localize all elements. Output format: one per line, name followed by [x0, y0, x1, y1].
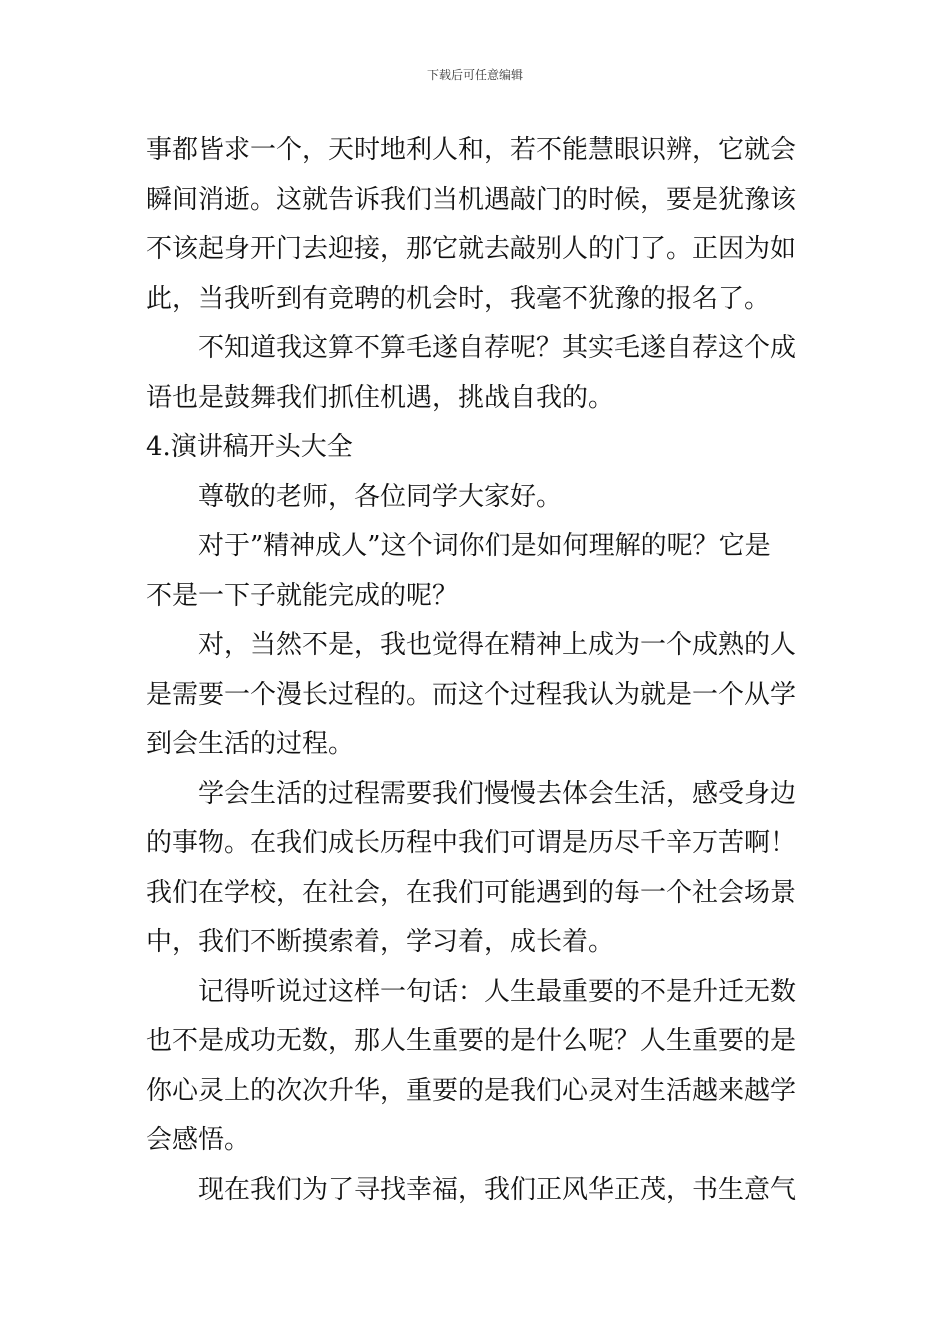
document-body — [146, 126, 810, 1215]
text-line: 我们在学校，在社会，在我们可能遇到的每一个社会场景 — [146, 877, 797, 908]
text-line: 中，我们不断摸索着，学习着，成长着。 — [146, 927, 615, 957]
text-line: 对于”精神成人”这个词你们是如何理解的呢？它是 — [198, 531, 771, 561]
text-line: 不知道我这算不算毛遂自荐呢？其实毛遂自荐这个成 — [198, 333, 797, 363]
text-line: 到会生活的过程。 — [146, 729, 355, 759]
text-line: 的事物。在我们成长历程中我们可谓是历尽千辛万苦啊！ — [146, 828, 797, 858]
text-line: 记得听说过这样一句话：人生最重要的不是升迁无数 — [198, 976, 797, 1007]
text-line: 此，当我听到有竞聘的机会时，我毫不犹豫的报名了。 — [146, 283, 771, 314]
text-line: 现在我们为了寻找幸福，我们正风华正茂，书生意气 — [198, 1174, 797, 1205]
text-line: 尊敬的老师，各位同学大家好。 — [198, 481, 563, 512]
text-line: 不该起身开门去迎接，那它就去敲别人的门了。正因为如 — [146, 234, 797, 264]
text-line: 不是一下子就能完成的呢？ — [146, 580, 459, 611]
text-line: 对，当然不是，我也觉得在精神上成为一个成熟的人 — [198, 630, 797, 660]
text-line: 也不是成功无数，那人生重要的是什么呢？人生重要的是 — [146, 1026, 797, 1056]
section-heading: 4.演讲稿开头大全 — [146, 432, 353, 462]
text-line: 会感悟。 — [146, 1125, 251, 1155]
page-header: 下载后可任意编辑 — [426, 68, 523, 82]
text-line: 你心灵上的次次升华，重要的是我们心灵对生活越来越学 — [146, 1075, 797, 1106]
text-line: 学会生活的过程需要我们慢慢去体会生活，感受身边 — [198, 778, 797, 809]
text-line: 事都皆求一个，天时地利人和，若不能慧眼识辨，它就会 — [146, 135, 797, 165]
text-line: 是需要一个漫长过程的。而这个过程我认为就是一个从学 — [146, 679, 797, 710]
text-line: 瞬间消逝。这就告诉我们当机遇敲门的时候，要是犹豫该 — [146, 184, 797, 215]
text-line: 语也是鼓舞我们抓住机遇，挑战自我的。 — [146, 382, 615, 413]
